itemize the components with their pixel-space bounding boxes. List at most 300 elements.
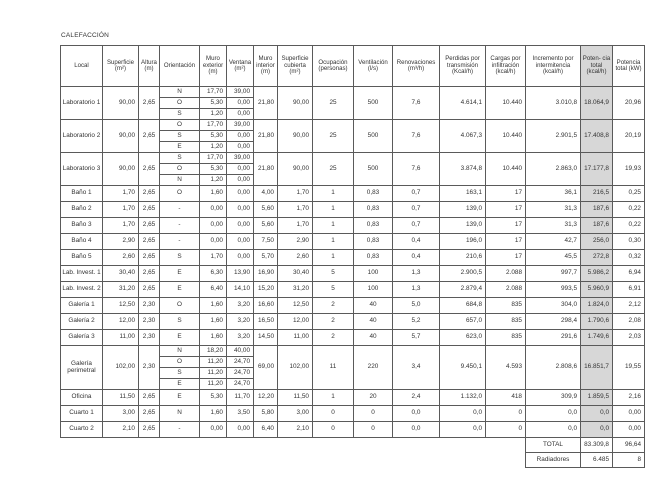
orientation-cell: E — [160, 379, 200, 390]
total-power-kw-cell: 2,08 — [613, 314, 645, 330]
surface-cell: 2,90 — [103, 234, 139, 250]
total-power-kw-cell: 0,32 — [613, 250, 645, 266]
header-cell: Poten- cia total (kcal/h) — [581, 46, 613, 87]
ventilation-cell: 0,83 — [354, 202, 393, 218]
intermittency-cell: 2.901,5 — [526, 120, 581, 153]
infiltration-load-cell: 0 — [486, 422, 526, 438]
local-name-cell: Galería perimetral — [61, 346, 103, 390]
surface-cell: 1,70 — [103, 202, 139, 218]
surface-cell: 11,50 — [103, 390, 139, 406]
total-kw: 96,64 — [613, 438, 645, 453]
ventilation-cell: 40 — [354, 314, 393, 330]
exterior-wall-cell: 1,60 — [200, 330, 227, 346]
infiltration-load-cell: 17 — [486, 218, 526, 234]
infiltration-load-cell: 835 — [486, 330, 526, 346]
total-power-kw-cell: 0,00 — [613, 422, 645, 438]
total-power-kcal-cell: 1.749,6 — [581, 330, 613, 346]
ventilation-cell: 500 — [354, 153, 393, 186]
window-cell: 39,00 — [227, 87, 254, 98]
surface-cell: 12,00 — [103, 314, 139, 330]
interior-wall-cell: 4,00 — [254, 186, 278, 202]
exterior-wall-cell: 1,70 — [200, 250, 227, 266]
window-cell: 0,00 — [227, 234, 254, 250]
renewals-cell: 5,7 — [393, 330, 440, 346]
surface-cell: 11,00 — [103, 330, 139, 346]
ventilation-cell: 500 — [354, 87, 393, 120]
window-cell: 3,20 — [227, 314, 254, 330]
intermittency-cell: 3.010,8 — [526, 87, 581, 120]
interior-wall-cell: 16,90 — [254, 266, 278, 282]
interior-wall-cell: 16,50 — [254, 314, 278, 330]
ventilation-cell: 220 — [354, 346, 393, 390]
total-power-kcal-cell: 0,0 — [581, 422, 613, 438]
local-name-cell: Lab. Invest. 2 — [61, 282, 103, 298]
window-cell: 39,00 — [227, 153, 254, 164]
orientation-cell: S — [160, 368, 200, 379]
window-cell: 0,00 — [227, 175, 254, 186]
orientation-cell: N — [160, 175, 200, 186]
intermittency-cell: 31,3 — [526, 202, 581, 218]
orientation-cell: O — [160, 298, 200, 314]
header-cell: Cargas por infiltración (kcal/h) — [486, 46, 526, 87]
table-row — [61, 314, 645, 330]
interior-wall-cell: 21,80 — [254, 120, 278, 153]
table-row — [61, 202, 645, 218]
window-cell: 0,00 — [227, 164, 254, 175]
occupancy-cell: 1 — [313, 202, 354, 218]
surface-cell: 1,70 — [103, 218, 139, 234]
header-row — [61, 46, 645, 87]
interior-wall-cell: 15,20 — [254, 282, 278, 298]
height-cell: 2,65 — [139, 120, 160, 153]
renewals-cell: 2,4 — [393, 390, 440, 406]
total-power-kw-cell: 19,93 — [613, 153, 645, 186]
roof-surface-cell: 11,50 — [278, 390, 313, 406]
header-cell: Local — [61, 46, 103, 87]
roof-surface-cell: 12,50 — [278, 298, 313, 314]
total-power-kw-cell: 6,91 — [613, 282, 645, 298]
heating-table — [60, 45, 645, 468]
renewals-cell: 0,0 — [393, 422, 440, 438]
renewals-cell: 5,0 — [393, 298, 440, 314]
orientation-cell: - — [160, 234, 200, 250]
total-power-kw-cell: 2,16 — [613, 390, 645, 406]
roof-surface-cell: 90,00 — [278, 153, 313, 186]
window-cell: 24,70 — [227, 368, 254, 379]
infiltration-load-cell: 17 — [486, 202, 526, 218]
window-cell: 0,00 — [227, 202, 254, 218]
transmission-loss-cell: 1.132,0 — [440, 390, 486, 406]
transmission-loss-cell: 163,1 — [440, 186, 486, 202]
occupancy-cell: 1 — [313, 186, 354, 202]
orientation-cell: E — [160, 266, 200, 282]
table-row — [61, 406, 645, 422]
window-cell: 3,50 — [227, 406, 254, 422]
header-cell: Superficie (m²) — [103, 46, 139, 87]
exterior-wall-cell: 11,20 — [200, 368, 227, 379]
height-cell: 2,65 — [139, 390, 160, 406]
surface-cell: 90,00 — [103, 87, 139, 120]
occupancy-cell: 2 — [313, 298, 354, 314]
window-cell: 0,00 — [227, 131, 254, 142]
local-name-cell: Cuarto 1 — [61, 406, 103, 422]
exterior-wall-cell: 18,20 — [200, 346, 227, 357]
ventilation-cell: 500 — [354, 120, 393, 153]
exterior-wall-cell: 0,00 — [200, 218, 227, 234]
local-name-cell: Baño 2 — [61, 202, 103, 218]
total-power-kcal-cell: 187,6 — [581, 202, 613, 218]
ventilation-cell: 100 — [354, 266, 393, 282]
orientation-cell: S — [160, 314, 200, 330]
exterior-wall-cell: 1,60 — [200, 186, 227, 202]
height-cell: 2,65 — [139, 153, 160, 186]
header-cell: Ocupación (personas) — [313, 46, 354, 87]
roof-surface-cell: 3,00 — [278, 406, 313, 422]
transmission-loss-cell: 3.874,8 — [440, 153, 486, 186]
orientation-cell: E — [160, 390, 200, 406]
surface-cell: 1,70 — [103, 186, 139, 202]
transmission-loss-cell: 623,0 — [440, 330, 486, 346]
total-power-kw-cell: 20,19 — [613, 120, 645, 153]
exterior-wall-cell: 5,30 — [200, 131, 227, 142]
table-row — [61, 218, 645, 234]
occupancy-cell: 2 — [313, 330, 354, 346]
interior-wall-cell: 6,40 — [254, 422, 278, 438]
total-power-kw-cell: 6,94 — [613, 266, 645, 282]
interior-wall-cell: 69,00 — [254, 346, 278, 390]
document-title: CALEFACCIÓN — [61, 32, 110, 39]
interior-wall-cell: 14,50 — [254, 330, 278, 346]
total-power-kcal-cell: 17.408,8 — [581, 120, 613, 153]
transmission-loss-cell: 684,8 — [440, 298, 486, 314]
total-power-kcal-cell: 216,5 — [581, 186, 613, 202]
orientation-cell: N — [160, 406, 200, 422]
exterior-wall-cell: 1,20 — [200, 109, 227, 120]
header-cell: Superficie cubierta (m²) — [278, 46, 313, 87]
total-power-kcal-cell: 272,8 — [581, 250, 613, 266]
total-power-kcal-cell: 17.177,8 — [581, 153, 613, 186]
window-cell: 13,90 — [227, 266, 254, 282]
height-cell: 2,65 — [139, 87, 160, 120]
exterior-wall-cell: 1,20 — [200, 175, 227, 186]
height-cell: 2,30 — [139, 298, 160, 314]
orientation-cell: S — [160, 109, 200, 120]
surface-cell: 90,00 — [103, 120, 139, 153]
transmission-loss-cell: 2.900,5 — [440, 266, 486, 282]
window-cell: 14,10 — [227, 282, 254, 298]
roof-surface-cell: 2,90 — [278, 234, 313, 250]
orientation-cell: O — [160, 120, 200, 131]
transmission-loss-cell: 4.614,1 — [440, 87, 486, 120]
intermittency-cell: 42,7 — [526, 234, 581, 250]
orientation-cell: S — [160, 250, 200, 266]
ventilation-cell: 0,83 — [354, 234, 393, 250]
window-cell: 3,20 — [227, 298, 254, 314]
window-cell: 39,00 — [227, 120, 254, 131]
infiltration-load-cell: 10.440 — [486, 120, 526, 153]
table-row — [61, 330, 645, 346]
orientation-cell: E — [160, 142, 200, 153]
total-power-kcal-cell: 1.824,0 — [581, 298, 613, 314]
occupancy-cell: 5 — [313, 266, 354, 282]
window-cell: 24,70 — [227, 379, 254, 390]
infiltration-load-cell: 4.593 — [486, 346, 526, 390]
exterior-wall-cell: 1,60 — [200, 406, 227, 422]
roof-surface-cell: 102,00 — [278, 346, 313, 390]
orientation-cell: S — [160, 153, 200, 164]
exterior-wall-cell: 11,20 — [200, 357, 227, 368]
exterior-wall-cell: 6,30 — [200, 266, 227, 282]
infiltration-load-cell: 835 — [486, 314, 526, 330]
height-cell: 2,30 — [139, 346, 160, 390]
local-name-cell: Cuarto 2 — [61, 422, 103, 438]
height-cell: 2,65 — [139, 234, 160, 250]
total-power-kw-cell: 2,03 — [613, 330, 645, 346]
occupancy-cell: 1 — [313, 250, 354, 266]
roof-surface-cell: 12,00 — [278, 314, 313, 330]
intermittency-cell: 0,0 — [526, 422, 581, 438]
table-row — [61, 234, 645, 250]
ventilation-cell: 0 — [354, 422, 393, 438]
local-name-cell: Baño 5 — [61, 250, 103, 266]
table-row — [61, 120, 645, 131]
occupancy-cell: 0 — [313, 406, 354, 422]
renewals-cell: 7,6 — [393, 87, 440, 120]
window-cell: 11,70 — [227, 390, 254, 406]
renewals-cell: 1,3 — [393, 282, 440, 298]
radiators-row — [61, 453, 645, 468]
total-power-kcal-cell: 5.960,9 — [581, 282, 613, 298]
total-power-kcal-cell: 0,0 — [581, 406, 613, 422]
window-cell: 0,00 — [227, 250, 254, 266]
interior-wall-cell: 21,80 — [254, 153, 278, 186]
total-power-kcal-cell: 16.851,7 — [581, 346, 613, 390]
infiltration-load-cell: 10.440 — [486, 87, 526, 120]
infiltration-load-cell: 17 — [486, 186, 526, 202]
total-power-kcal-cell: 1.790,6 — [581, 314, 613, 330]
interior-wall-cell: 5,80 — [254, 406, 278, 422]
total-power-kw-cell: 20,96 — [613, 87, 645, 120]
renewals-cell: 0,4 — [393, 250, 440, 266]
total-power-kw-cell: 2,12 — [613, 298, 645, 314]
transmission-loss-cell: 2.879,4 — [440, 282, 486, 298]
radiators-label: Radiadores — [526, 453, 581, 468]
occupancy-cell: 0 — [313, 422, 354, 438]
exterior-wall-cell: 11,20 — [200, 379, 227, 390]
local-name-cell: Galería 3 — [61, 330, 103, 346]
intermittency-cell: 309,9 — [526, 390, 581, 406]
table-row — [61, 153, 645, 164]
table-row — [61, 298, 645, 314]
total-power-kcal-cell: 1.859,5 — [581, 390, 613, 406]
ventilation-cell: 0,83 — [354, 186, 393, 202]
infiltration-load-cell: 17 — [486, 234, 526, 250]
roof-surface-cell: 30,40 — [278, 266, 313, 282]
ventilation-cell: 40 — [354, 330, 393, 346]
window-cell: 40,00 — [227, 346, 254, 357]
header-cell: Ventilación (l/s) — [354, 46, 393, 87]
surface-cell: 12,50 — [103, 298, 139, 314]
infiltration-load-cell: 2.088 — [486, 282, 526, 298]
roof-surface-cell: 1,70 — [278, 186, 313, 202]
transmission-loss-cell: 0,0 — [440, 406, 486, 422]
intermittency-cell: 298,4 — [526, 314, 581, 330]
header-cell: Muro interior (m) — [254, 46, 278, 87]
surface-cell: 3,00 — [103, 406, 139, 422]
intermittency-cell: 993,5 — [526, 282, 581, 298]
total-power-kcal-cell: 187,6 — [581, 218, 613, 234]
intermittency-cell: 997,7 — [526, 266, 581, 282]
radiators-value-a: 6.485 — [581, 453, 613, 468]
exterior-wall-cell: 5,30 — [200, 390, 227, 406]
surface-cell: 102,00 — [103, 346, 139, 390]
renewals-cell: 0,7 — [393, 202, 440, 218]
exterior-wall-cell: 5,30 — [200, 164, 227, 175]
table-row — [61, 87, 645, 98]
window-cell: 0,00 — [227, 142, 254, 153]
transmission-loss-cell: 139,0 — [440, 202, 486, 218]
infiltration-load-cell: 835 — [486, 298, 526, 314]
interior-wall-cell: 12,20 — [254, 390, 278, 406]
header-cell: Altura (m) — [139, 46, 160, 87]
orientation-cell: - — [160, 218, 200, 234]
infiltration-load-cell: 0 — [486, 406, 526, 422]
surface-cell: 2,10 — [103, 422, 139, 438]
table-row — [61, 282, 645, 298]
height-cell: 2,65 — [139, 250, 160, 266]
radiators-value-b: 8 — [613, 453, 645, 468]
table-row — [61, 250, 645, 266]
interior-wall-cell: 21,80 — [254, 87, 278, 120]
roof-surface-cell: 2,10 — [278, 422, 313, 438]
infiltration-load-cell: 418 — [486, 390, 526, 406]
exterior-wall-cell: 6,40 — [200, 282, 227, 298]
interior-wall-cell: 5,60 — [254, 202, 278, 218]
table-row — [61, 422, 645, 438]
local-name-cell: Galería 2 — [61, 314, 103, 330]
height-cell: 2,65 — [139, 202, 160, 218]
ventilation-cell: 40 — [354, 298, 393, 314]
occupancy-cell: 2 — [313, 314, 354, 330]
total-power-kw-cell: 0,22 — [613, 218, 645, 234]
renewals-cell: 0,0 — [393, 406, 440, 422]
roof-surface-cell: 2,60 — [278, 250, 313, 266]
transmission-loss-cell: 657,0 — [440, 314, 486, 330]
intermittency-cell: 36,1 — [526, 186, 581, 202]
transmission-loss-cell: 210,6 — [440, 250, 486, 266]
interior-wall-cell: 5,70 — [254, 250, 278, 266]
renewals-cell: 0,7 — [393, 186, 440, 202]
roof-surface-cell: 31,20 — [278, 282, 313, 298]
renewals-cell: 5,2 — [393, 314, 440, 330]
renewals-cell: 1,3 — [393, 266, 440, 282]
roof-surface-cell: 90,00 — [278, 120, 313, 153]
intermittency-cell: 304,0 — [526, 298, 581, 314]
total-row — [61, 438, 645, 453]
interior-wall-cell: 16,60 — [254, 298, 278, 314]
table-row — [61, 186, 645, 202]
orientation-cell: O — [160, 98, 200, 109]
exterior-wall-cell: 17,70 — [200, 153, 227, 164]
transmission-loss-cell: 4.067,3 — [440, 120, 486, 153]
orientation-cell: S — [160, 131, 200, 142]
occupancy-cell: 25 — [313, 153, 354, 186]
intermittency-cell: 291,6 — [526, 330, 581, 346]
orientation-cell: O — [160, 357, 200, 368]
window-cell: 0,00 — [227, 218, 254, 234]
occupancy-cell: 5 — [313, 282, 354, 298]
window-cell: 0,00 — [227, 186, 254, 202]
local-name-cell: Galería 1 — [61, 298, 103, 314]
header-cell: Potencia total (kW) — [613, 46, 645, 87]
height-cell: 2,30 — [139, 314, 160, 330]
local-name-cell: Laboratorio 2 — [61, 120, 103, 153]
total-power-kw-cell: 0,22 — [613, 202, 645, 218]
height-cell: 2,65 — [139, 186, 160, 202]
exterior-wall-cell: 1,60 — [200, 314, 227, 330]
roof-surface-cell: 1,70 — [278, 218, 313, 234]
renewals-cell: 7,6 — [393, 120, 440, 153]
renewals-cell: 3,4 — [393, 346, 440, 390]
interior-wall-cell: 7,50 — [254, 234, 278, 250]
transmission-loss-cell: 9.450,1 — [440, 346, 486, 390]
orientation-cell: E — [160, 282, 200, 298]
table-row — [61, 390, 645, 406]
orientation-cell: N — [160, 87, 200, 98]
local-name-cell: Lab. Invest. 1 — [61, 266, 103, 282]
window-cell: 0,00 — [227, 98, 254, 109]
exterior-wall-cell: 0,00 — [200, 202, 227, 218]
header-cell: Perdidas por transmisión (Kcal/h) — [440, 46, 486, 87]
total-power-kcal-cell: 256,0 — [581, 234, 613, 250]
local-name-cell: Baño 3 — [61, 218, 103, 234]
table-row — [61, 266, 645, 282]
orientation-cell: O — [160, 186, 200, 202]
infiltration-load-cell: 17 — [486, 250, 526, 266]
height-cell: 2,65 — [139, 218, 160, 234]
occupancy-cell: 25 — [313, 120, 354, 153]
window-cell: 3,20 — [227, 330, 254, 346]
intermittency-cell: 2.863,0 — [526, 153, 581, 186]
roof-surface-cell: 1,70 — [278, 202, 313, 218]
infiltration-load-cell: 2.088 — [486, 266, 526, 282]
orientation-cell: O — [160, 164, 200, 175]
ventilation-cell: 100 — [354, 282, 393, 298]
occupancy-cell: 25 — [313, 87, 354, 120]
total-kcal: 83.309,8 — [581, 438, 613, 453]
total-power-kw-cell: 0,00 — [613, 406, 645, 422]
header-cell: Incremento por intermitencia (kcal/h) — [526, 46, 581, 87]
exterior-wall-cell: 5,30 — [200, 98, 227, 109]
surface-cell: 90,00 — [103, 153, 139, 186]
local-name-cell: Baño 1 — [61, 186, 103, 202]
renewals-cell: 7,6 — [393, 153, 440, 186]
surface-cell: 30,40 — [103, 266, 139, 282]
renewals-cell: 0,4 — [393, 234, 440, 250]
orientation-cell: - — [160, 422, 200, 438]
table-body — [61, 87, 645, 438]
infiltration-load-cell: 10.440 — [486, 153, 526, 186]
window-cell: 0,00 — [227, 422, 254, 438]
ventilation-cell: 0 — [354, 406, 393, 422]
roof-surface-cell: 11,00 — [278, 330, 313, 346]
ventilation-cell: 0,83 — [354, 218, 393, 234]
total-label: TOTAL — [526, 438, 581, 453]
intermittency-cell: 2.808,6 — [526, 346, 581, 390]
height-cell: 2,65 — [139, 422, 160, 438]
header-cell: Orientación — [160, 46, 200, 87]
ventilation-cell: 20 — [354, 390, 393, 406]
